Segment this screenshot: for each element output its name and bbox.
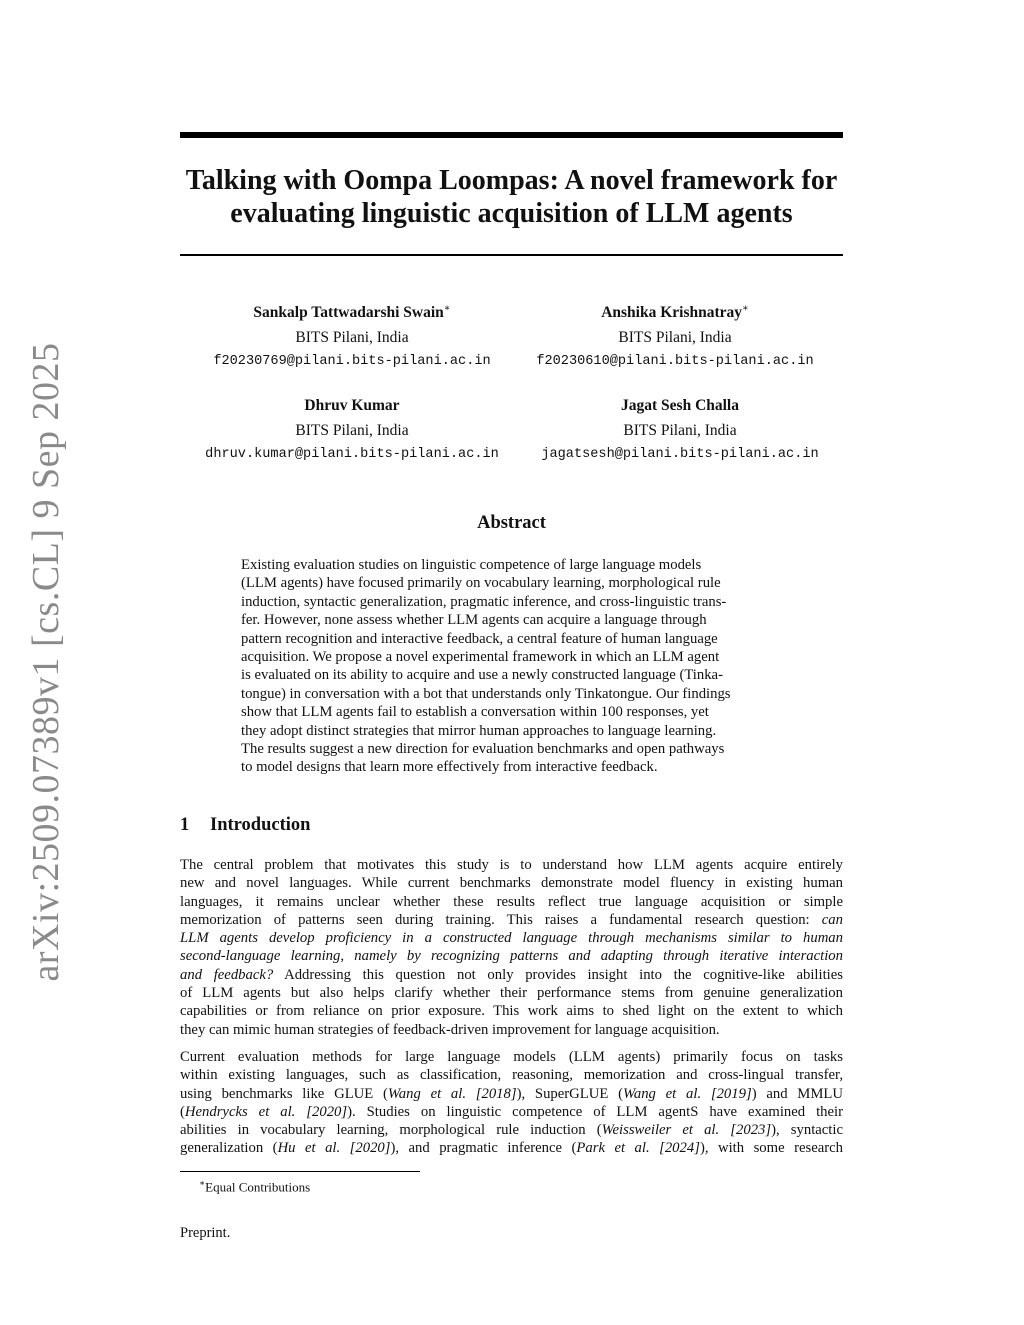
title-top-rule — [180, 132, 843, 138]
abstract-line: Existing evaluation studies on linguistic competence of large language models — [241, 557, 702, 573]
intro-paragraph — [180, 1048, 843, 1158]
citation-link[interactable]: Wang et al. [2018] — [387, 1085, 517, 1102]
author-block — [510, 396, 850, 465]
paragraph-line: languages, it remains unclear whether these results reflect true language acquisition or simple — [180, 893, 843, 910]
citation-link[interactable]: Hendrycks et al. [2020] — [184, 1103, 348, 1120]
abstract-line: (LLM agents) have focused primarily on vocabulary learning, morphological rule — [241, 575, 721, 592]
paragraph-line: (Hendrycks et al. [2020]). Studies on linguistic competence of LLM agentS have examined their — [180, 1103, 843, 1120]
author-name: Sankalp Tattwadarshi Swain∗ — [253, 303, 451, 322]
abstract-line: show that LLM agents fail to establish a conversation within 100 responses, yet — [241, 704, 709, 721]
arxiv-identifier: arXiv:2509.07389v1 [cs.CL] 9 Sep 2025 — [25, 342, 67, 982]
paragraph-line: capabilities or from reliance on prior exposure. This work aims to shed light on the extent to which — [180, 1003, 843, 1020]
author-name: Dhruv Kumar — [304, 397, 400, 414]
title-line: evaluating linguistic acquisition of LLM agents — [230, 198, 793, 229]
paragraph-line: generalization (Hu et al. [2020]), and pragmatic inference (Park et al. [2024]), with some research — [180, 1140, 843, 1157]
section-heading — [180, 813, 310, 837]
paragraph-line — [180, 929, 843, 947]
research-question-text: can — [821, 911, 843, 928]
title-line: Talking with Oompa Loompas: A novel framework for — [185, 165, 838, 196]
author-block — [182, 396, 522, 465]
author-email[interactable]: f20230610@pilani.bits-pilani.ac.in — [536, 354, 814, 370]
paragraph-line: within existing languages, such as classification, reasoning, memorization and cross-lingual transfer, — [180, 1067, 843, 1084]
abstract-line: they adopt distinct strategies that mirror human approaches to language learning. — [241, 722, 717, 739]
abstract-line: pattern recognition and interactive feedback, a central feature of human language — [241, 630, 718, 647]
research-question-text: and feedback? — [180, 966, 274, 983]
paragraph-line: and feedback? Addressing this question not only provides insight into the cognitive-like abilities — [180, 966, 843, 983]
equal-contribution-mark: ∗ — [742, 303, 749, 314]
abstract-line: The results suggest a new direction for evaluation benchmarks and open pathways — [241, 741, 725, 758]
abstract-heading: Abstract — [477, 513, 546, 533]
abstract-body — [241, 556, 785, 777]
footnote — [199, 1175, 310, 1195]
author-name: Jagat Sesh Challa — [621, 397, 739, 414]
author-block — [182, 299, 522, 372]
paragraph-line: they can mimic human strategies of feedback-driven improvement for language acquisition. — [180, 1021, 720, 1038]
paragraph-line: memorization of patterns seen during training. This raises a fundamental research question: can — [180, 911, 843, 928]
abstract-line: fer. However, none assess whether LLM agents can acquire a language through — [241, 612, 707, 629]
author-affiliation: BITS Pilani, India — [295, 329, 409, 347]
paragraph-line: The central problem that motivates this study is to understand how LLM agents acquire entirely — [180, 857, 843, 873]
author-email[interactable]: dhruv.kumar@pilani.bits-pilani.ac.in — [205, 447, 499, 462]
research-question-text: LLM agents develop proficiency in a constructed language through mechanisms similar to human — [180, 930, 843, 947]
equal-contribution-mark: ∗ — [443, 303, 451, 314]
paragraph-line: abilities in vocabulary learning, morphological rule induction (Weissweiler et al. [2023]), syntactic — [180, 1122, 843, 1139]
author-affiliation: BITS Pilani, India — [623, 422, 737, 439]
footnote-text: Equal Contributions — [205, 1179, 311, 1195]
abstract-line: is evaluated on its ability to acquire and use a newly constructed language (Tinka- — [241, 667, 723, 684]
section-title: Introduction — [210, 815, 311, 835]
citation-link[interactable]: Hu et al. [2020] — [277, 1140, 391, 1157]
abstract-line: acquisition. We propose a novel experimental framework in which an LLM agent — [241, 649, 720, 666]
citation-link[interactable]: Wang et al. [2019] — [622, 1085, 752, 1102]
footnote-rule — [180, 1171, 420, 1172]
paragraph-line: using benchmarks like GLUE (Wang et al. [2018]), SuperGLUE (Wang et al. [2019]) and MMLU — [180, 1085, 843, 1102]
abstract-line: to model designs that learn more effectively from interactive feedback. — [241, 759, 658, 776]
author-email[interactable]: f20230769@pilani.bits-pilani.ac.in — [213, 354, 491, 370]
abstract-line: tongue) in conversation with a bot that understands only Tinkatongue. Our findings — [241, 685, 731, 702]
citation-link[interactable]: Weissweiler et al. [2023] — [601, 1122, 772, 1139]
footnote-mark: ∗ — [199, 1178, 206, 1188]
paragraph-line: Current evaluation methods for large language models (LLM agents) primarily focus on tasks — [180, 1049, 843, 1065]
preprint-label: Preprint. — [180, 1225, 231, 1241]
research-question-text: second-language learning, namely by recognizing patterns and adapting through iterative interaction — [180, 948, 843, 965]
title-bottom-rule — [180, 254, 843, 256]
paper-title — [180, 164, 843, 230]
author-email[interactable]: jagatsesh@pilani.bits-pilani.ac.in — [541, 447, 819, 462]
paragraph-line: new and novel languages. While current benchmarks demonstrate model fluency in existing human — [180, 875, 843, 892]
paragraph-line: of LLM agents but also helps clarify whether their performance stems from genuine generalization — [180, 985, 843, 1002]
author-block — [505, 299, 845, 372]
intro-paragraph — [180, 856, 843, 1039]
citation-link[interactable]: Park et al. [2024] — [576, 1140, 700, 1157]
section-number: 1 — [180, 815, 190, 835]
author-affiliation: BITS Pilani, India — [295, 422, 409, 439]
author-affiliation: BITS Pilani, India — [618, 329, 732, 347]
paragraph-line — [180, 947, 843, 965]
author-name: Anshika Krishnatray∗ — [601, 303, 749, 322]
abstract-line: induction, syntactic generalization, pragmatic inference, and cross-linguistic trans- — [241, 593, 727, 610]
